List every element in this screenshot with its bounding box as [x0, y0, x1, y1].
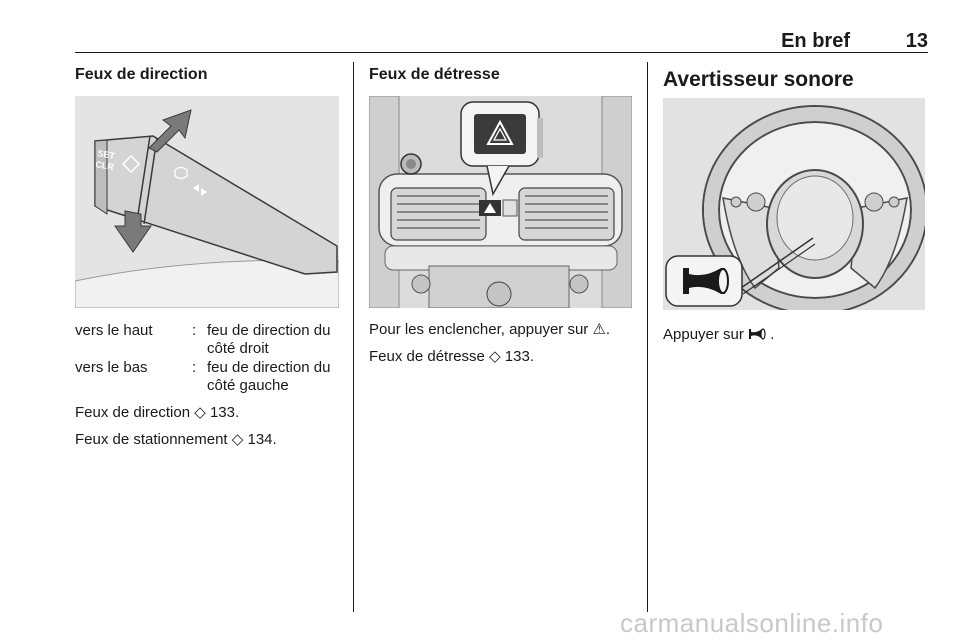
definition-colon: :: [192, 359, 197, 376]
definition-term: vers le bas: [75, 359, 148, 376]
heading-horn: Avertisseur sonore: [663, 68, 854, 91]
reference-page[interactable]: 134.: [247, 431, 277, 448]
instruction-text: Pour les enclencher, appuyer sur: [369, 321, 589, 338]
running-header-section: En bref: [781, 30, 850, 52]
reference-text: Feux de stationnement: [75, 431, 228, 448]
heading-hazard-lights: Feux de détresse: [369, 66, 500, 83]
hazard-switch-illustration: [369, 96, 632, 308]
header-rule: [75, 52, 928, 53]
instruction-text: Appuyer sur: [663, 326, 744, 343]
lever-clr-label: CLR: [94, 159, 115, 173]
watermark: carmanualsonline.info: [620, 608, 884, 638]
definition-row-up: [75, 322, 345, 360]
column-separator-2: [647, 62, 648, 612]
horn-icon: [748, 326, 770, 343]
page-reference-arrow-icon: ◇: [194, 404, 206, 421]
reference-hazard-lights: [369, 347, 534, 367]
definition-row-down: [75, 359, 345, 397]
reference-page[interactable]: 133.: [209, 404, 240, 421]
definition-text: feu de direction du côté droit: [207, 322, 331, 357]
lever-set-label: SET: [96, 148, 116, 162]
instruction-end: .: [770, 326, 775, 343]
hazard-triangle-icon: ⚠: [592, 321, 606, 338]
reference-parking-lights: [75, 430, 277, 450]
page-reference-arrow-icon: ◇: [231, 431, 244, 448]
definition-term: vers le haut: [75, 322, 153, 339]
turn-signal-lever-illustration: [75, 96, 339, 308]
heading-turn-signals: Feux de direction: [75, 66, 208, 83]
horn-instruction: [663, 325, 774, 345]
page-number: 13: [905, 30, 928, 52]
hazard-instruction: [369, 320, 610, 340]
steering-wheel-horn-illustration: [663, 98, 925, 310]
definition-colon: :: [192, 322, 197, 339]
instruction-end: .: [605, 321, 611, 338]
reference-page[interactable]: 133.: [504, 348, 534, 365]
reference-text: Feux de direction: [75, 404, 191, 421]
definition-text: feu de direction du côté gauche: [207, 359, 331, 394]
page-reference-arrow-icon: ◇: [489, 348, 501, 365]
reference-text: Feux de détresse: [369, 348, 485, 365]
reference-turn-signals: [75, 403, 239, 423]
